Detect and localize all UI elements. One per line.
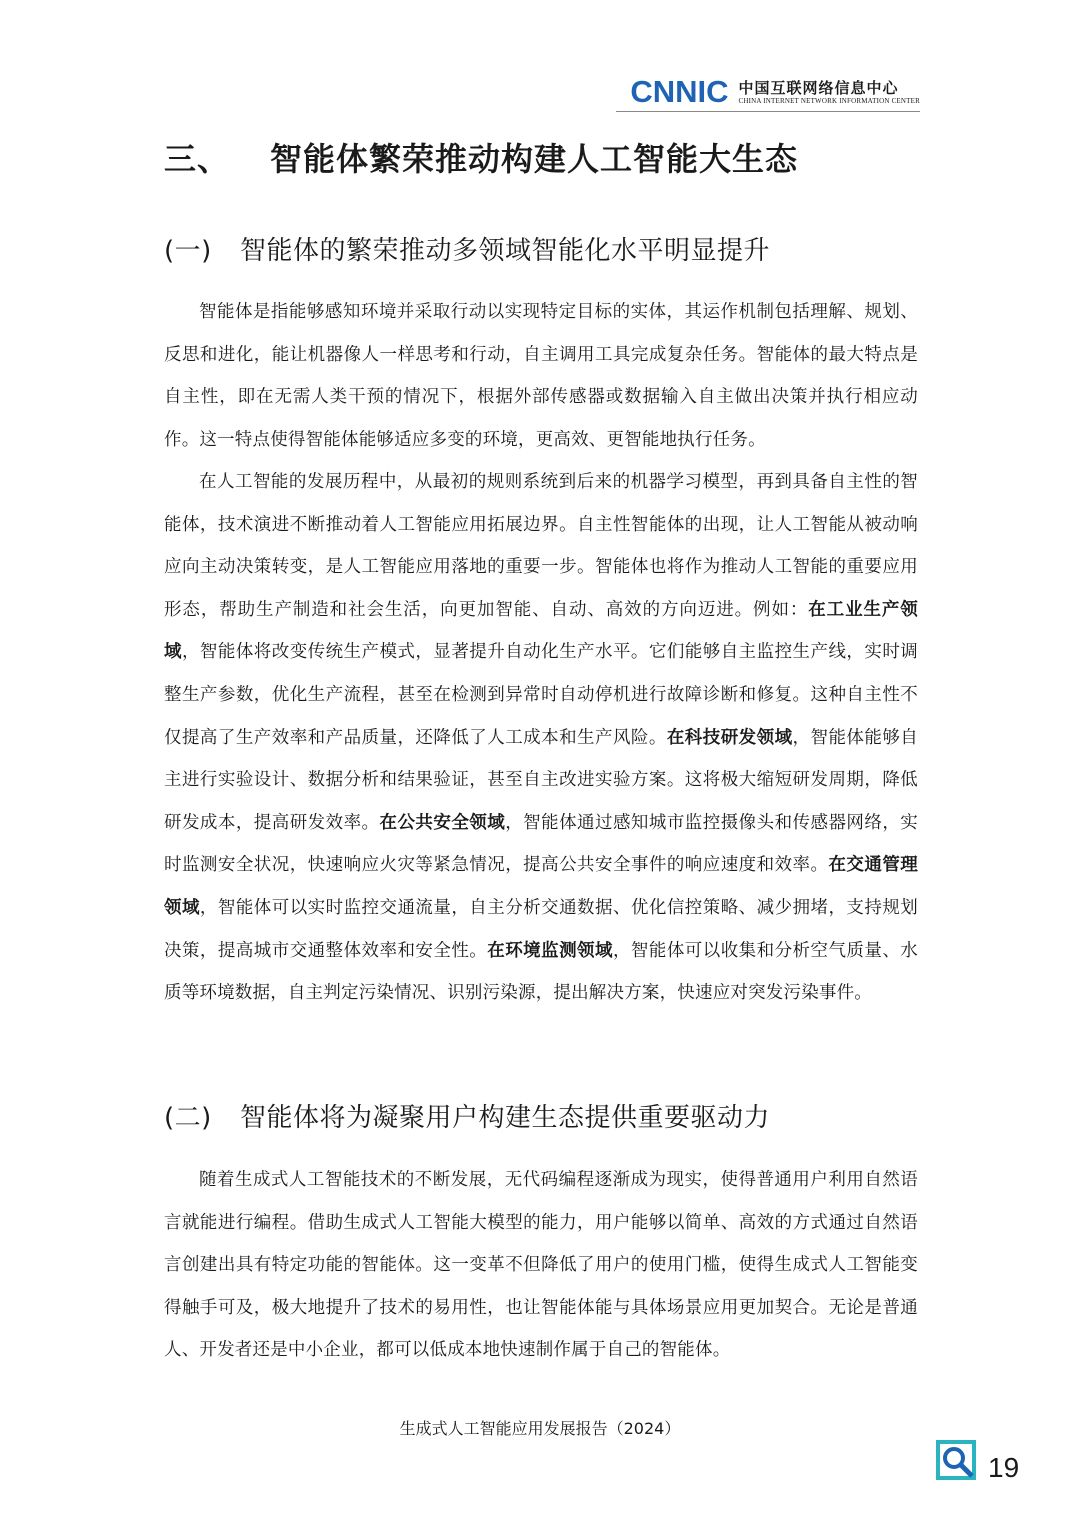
chapter-title bbox=[164, 134, 798, 180]
paragraph-1: 智能体是指能够感知环境并采取行动以实现特定目标的实体，其运作机制包括理解、规划、反思和进化，能让机器像人一样思考和行动，自主调用工具完成复杂任务。智能体的最大特点是自主性，即在无需人类干预的情况下，根据外部传感器或数据输入自主做出决策并执行相应动作。这一特点使得智能体能够适应多变的环境，更高效、更智能地执行任务。 bbox=[164, 302, 918, 450]
chapter-number: 三、 bbox=[164, 140, 231, 178]
page-number: 19 bbox=[988, 1452, 1020, 1483]
traffic-text: ，智能体可以实时监控交通流量，自主分析交通数据、优化信控策略、减少拥堵，支持规划决策，提高城市交通整体效率和安全性。 bbox=[164, 897, 918, 961]
paragraph-2-intro: 在人工智能的发展历程中，从最初的规则系统到后来的机器学习模型，再到具备自主性的智能体，技术演进不断推动着人工智能应用拓展边界。自主性智能体的出现，让人工智能从被动响应向主动决策转变，是人工智能应用落地的重要一步。智能体也将作为推动人工智能的重要应用形态，帮助生产制造和社会生活，向更加智能、自动、高效的方向迈进。例如： bbox=[164, 472, 918, 620]
bold-industry: 在工业生产领域 bbox=[164, 599, 919, 663]
header-logo bbox=[630, 74, 920, 110]
logo-english-name: CHINA INTERNET NETWORK INFORMATION CENTER bbox=[738, 96, 920, 105]
chapter-title-text: 智能体繁荣推动构建人工智能大生态 bbox=[270, 140, 799, 178]
header-divider bbox=[616, 111, 920, 112]
cnnic-logo-mark: CNNIC bbox=[630, 74, 729, 109]
logo-text bbox=[738, 79, 920, 106]
bold-research: 在科技研发领域 bbox=[666, 727, 793, 748]
public-safety-text: ，智能体通过感知城市监控摄像头和传感器网络，实时监测安全状况，快速响应火灾等紧急情况，提高公共安全事件的响应速度和效率。 bbox=[164, 812, 918, 876]
section-number-1: (一) bbox=[164, 236, 212, 266]
industry-text: ，智能体将改变传统生产模式，显著提升自动化生产水平。它们能够自主监控生产线，实时调整生产参数，优化生产流程，甚至在检测到异常时自动停机进行故障诊断和修复。这种自主性不仅提高了生产效率和产品质量，还降低了人工成本和生产风险。 bbox=[164, 642, 919, 748]
magnifier-logo-icon bbox=[935, 1439, 977, 1481]
paragraph-2 bbox=[164, 461, 918, 1015]
logo-chinese-name: 中国互联网络信息中心 bbox=[738, 78, 899, 97]
bold-public-safety: 在公共安全领域 bbox=[379, 812, 506, 833]
paragraph-3: 随着生成式人工智能技术的不断发展，无代码编程逐渐成为现实，使得普通用户利用自然语言就能进行编程。借助生成式人工智能大模型的能力，用户能够以简单、高效的方式通过自然语言创建出具有特定功能的智能体。这一变革不但降低了用户的使用门槛，使得生成式人工智能变得触手可及，极大地提升了技术的易用性，也让智能体能与具体场景应用更加契合。无论是普通人、开发者还是中小企业，都可以低成本地快速制作属于自己的智能体。 bbox=[164, 1170, 918, 1361]
section-number-2: (二) bbox=[164, 1103, 212, 1133]
section-title-1: 智能体的繁荣推动多领域智能化水平明显提升 bbox=[240, 236, 771, 266]
bold-traffic: 在交通管理领域 bbox=[164, 855, 919, 918]
research-text: ，智能体能够自主进行实验设计、数据分析和结果验证，甚至自主改进实验方案。这将极大缩短研发周期，降低研发成本，提高研发效率。 bbox=[164, 727, 918, 833]
section-heading-2 bbox=[164, 1097, 770, 1134]
section-heading-1 bbox=[164, 230, 770, 267]
bold-environment: 在环境监测领域 bbox=[487, 940, 613, 961]
footer-report-title: 生成式人工智能应用发展报告（2024） bbox=[399, 1419, 681, 1438]
section-title-2: 智能体将为凝聚用户构建生态提供重要驱动力 bbox=[240, 1103, 771, 1133]
environment-text: ，智能体可以收集和分析空气质量、水质等环境数据，自主判定污染情况、识别污染源，提出解决方案，快速应对突发污染事件。 bbox=[164, 940, 918, 1004]
